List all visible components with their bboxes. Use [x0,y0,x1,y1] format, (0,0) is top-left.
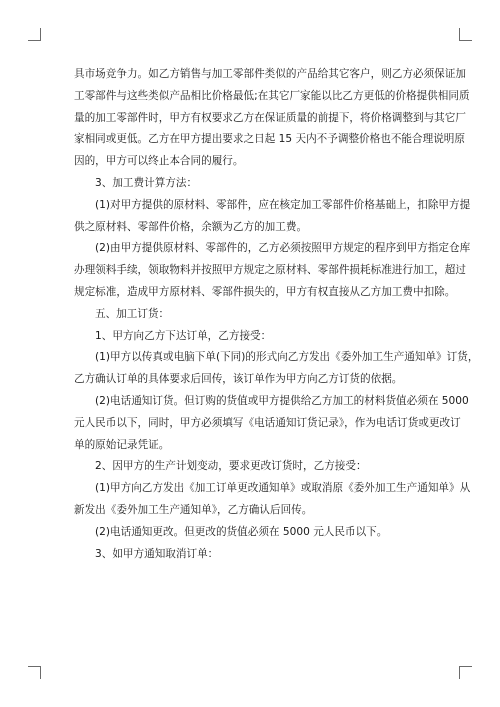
text-line: (2)电话通知更改。但更改的货值必须在 5000 元人民币以下。 [95,525,388,538]
text-line: 1、甲方向乙方下达订单，乙方接受： [95,329,272,342]
text-line: 量的加工零部件时，甲方有权要求乙方在保证质量的前提下，将价格调整到与其它厂 [74,111,466,124]
text-line: (2)由甲方提供原材料、零部件的，乙方必须按照甲方规定的程序到甲方指定仓库 [95,242,471,255]
text-line: 新发出《委外加工生产通知单》，乙方确认后回传。 [74,503,313,516]
text-line: 家相同或更低。乙方在甲方提出要求之日起 15 天内不予调整价格也不能合理说明原 [74,133,465,146]
text-line: 五、加工订货： [95,307,170,320]
text-line: 具市场竞争力。如乙方销售与加工零部件类似的产品给其它客户，则乙方必须保证加 [74,68,466,80]
text-line: 单的原始记录凭证。 [74,438,170,451]
text-line: 供之原材料、零部件价格，余额为乙方的加工费。 [74,220,308,233]
text-line: 3、如甲方通知取消订单： [95,547,219,560]
document-body [74,64,479,565]
text-line: (2)电话通知订货。但订购的货值或甲方提供给乙方加工的材料货值必须在 5000 [95,394,469,407]
text-line: 元人民币以下，同时，甲方必须填写《电话通知订货记录》，作为电话订货或更改订 [74,416,461,429]
bottom-right-crop-mark [459,666,472,679]
text-line: 办理领料手续，领取物料并按照甲方规定之原材料、零部件损耗标准进行加工，超过 [74,264,466,277]
text-line: 规定标准，造成甲方原材料、零部件损失的，甲方有权直接从乙方加工费中扣除。 [74,285,456,298]
text-line: (1)对甲方提供的原材料、零部件，应在核定加工零部件价格基础上，扣除甲方提 [95,198,471,211]
bottom-left-crop-mark [28,666,41,679]
top-right-crop-mark [459,28,472,41]
text-line: 2、因甲方的生产计划变动，要求更改订货时，乙方接受： [95,460,367,473]
text-line: (1)甲方向乙方发出《加工订单更改通知单》或取消原《委外加工生产通知单》从 [95,482,471,495]
text-line: 3、加工费计算方法： [95,176,198,189]
text-line: (1)甲方以传真或电脑下单(下同)的形式向乙方发出《委外加工生产通知单》订货， [95,351,479,364]
top-left-crop-mark [28,28,41,41]
text-line: 工零部件与这些类似产品相比价格最低;在其它厂家能以比乙方更低的价格提供相同质 [74,89,470,102]
text-line: 因的，甲方可以终止本合同的履行。 [74,155,244,168]
text-line: 乙方确认订单的具体要求后回传，该订单作为甲方向乙方订货的依据。 [74,373,403,386]
